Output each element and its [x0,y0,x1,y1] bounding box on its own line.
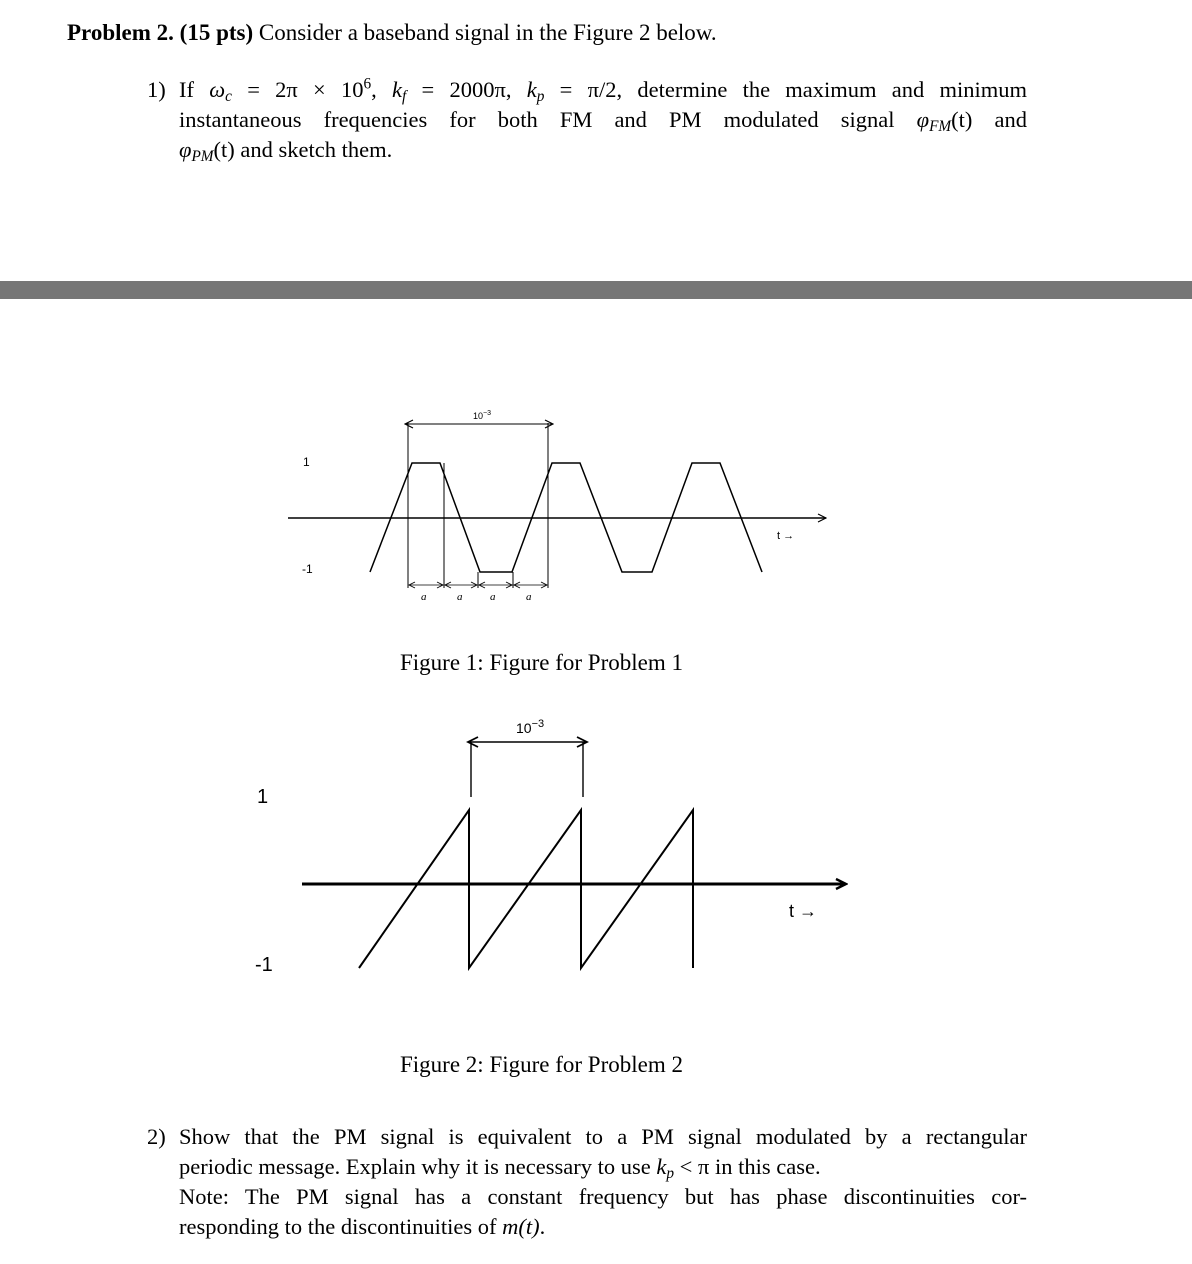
question-1-line-2: instantaneous frequencies for both FM and PM modulated signal $\varphi_{FM}(t)$ and [179,107,1028,135]
figure-1 [288,410,826,603]
question-2-line-1: Show that the PM signal is equivalent to a PM signal modulated by a rectangular [179,1124,1027,1149]
figure-1-t-label: t → [777,530,795,542]
figure-1-y-high-label: 1 [303,455,310,469]
question-2-number: 2) [147,1124,166,1149]
figure-2-t-label: t → [789,901,818,921]
question-2-note-line-2: responding to the discontinuities of m(t). [179,1214,546,1239]
figure-2-period-label: $10^{-3}$ [516,718,545,736]
figure-1-period-label: $10^{-3}$ [473,410,491,421]
figure-1-a-label: a [526,591,532,603]
figure-2 [255,718,846,976]
problem-label: Problem 2. [67,20,174,45]
question-2 [147,1122,1027,1242]
question-1-line-1: If $\omega_c = 2\pi \times 10^6$, $k_f = 2000\pi$, $k_p = \pi/2$, determine the maximum and minimum [179,75,1028,105]
figure-2-caption: Figure 2: Figure for Problem 2 [400,1052,683,1077]
figure-2-waveform [359,810,693,968]
figure-1-caption: Figure 1: Figure for Problem 1 [400,650,683,675]
question-1-number: 1) [147,77,166,102]
figure-2-y-high-label: 1 [257,786,269,808]
figure-1-a-label: a [490,591,496,603]
question-2-line-2: periodic message. Explain why it is necessary to use $k_p < \pi$ in this case. [179,1154,821,1182]
figure-1-y-low-label: -1 [302,562,313,576]
figure-2-y-low-label: -1 [255,954,273,976]
problem-points: (15 pts) [179,20,254,45]
figure-1-a-label: a [457,591,463,603]
question-1-line-3: $\varphi_{PM}(t)$ and sketch them. [179,137,393,165]
problem-intro: Consider a baseband signal in the Figure 2 below. [258,20,717,45]
question-2-note-line-1: Note: The PM signal has a constant frequency but has phase discontinuities cor- [179,1184,1027,1209]
figure-1-a-label: a [421,591,427,603]
question-2-text [179,1122,1027,1242]
